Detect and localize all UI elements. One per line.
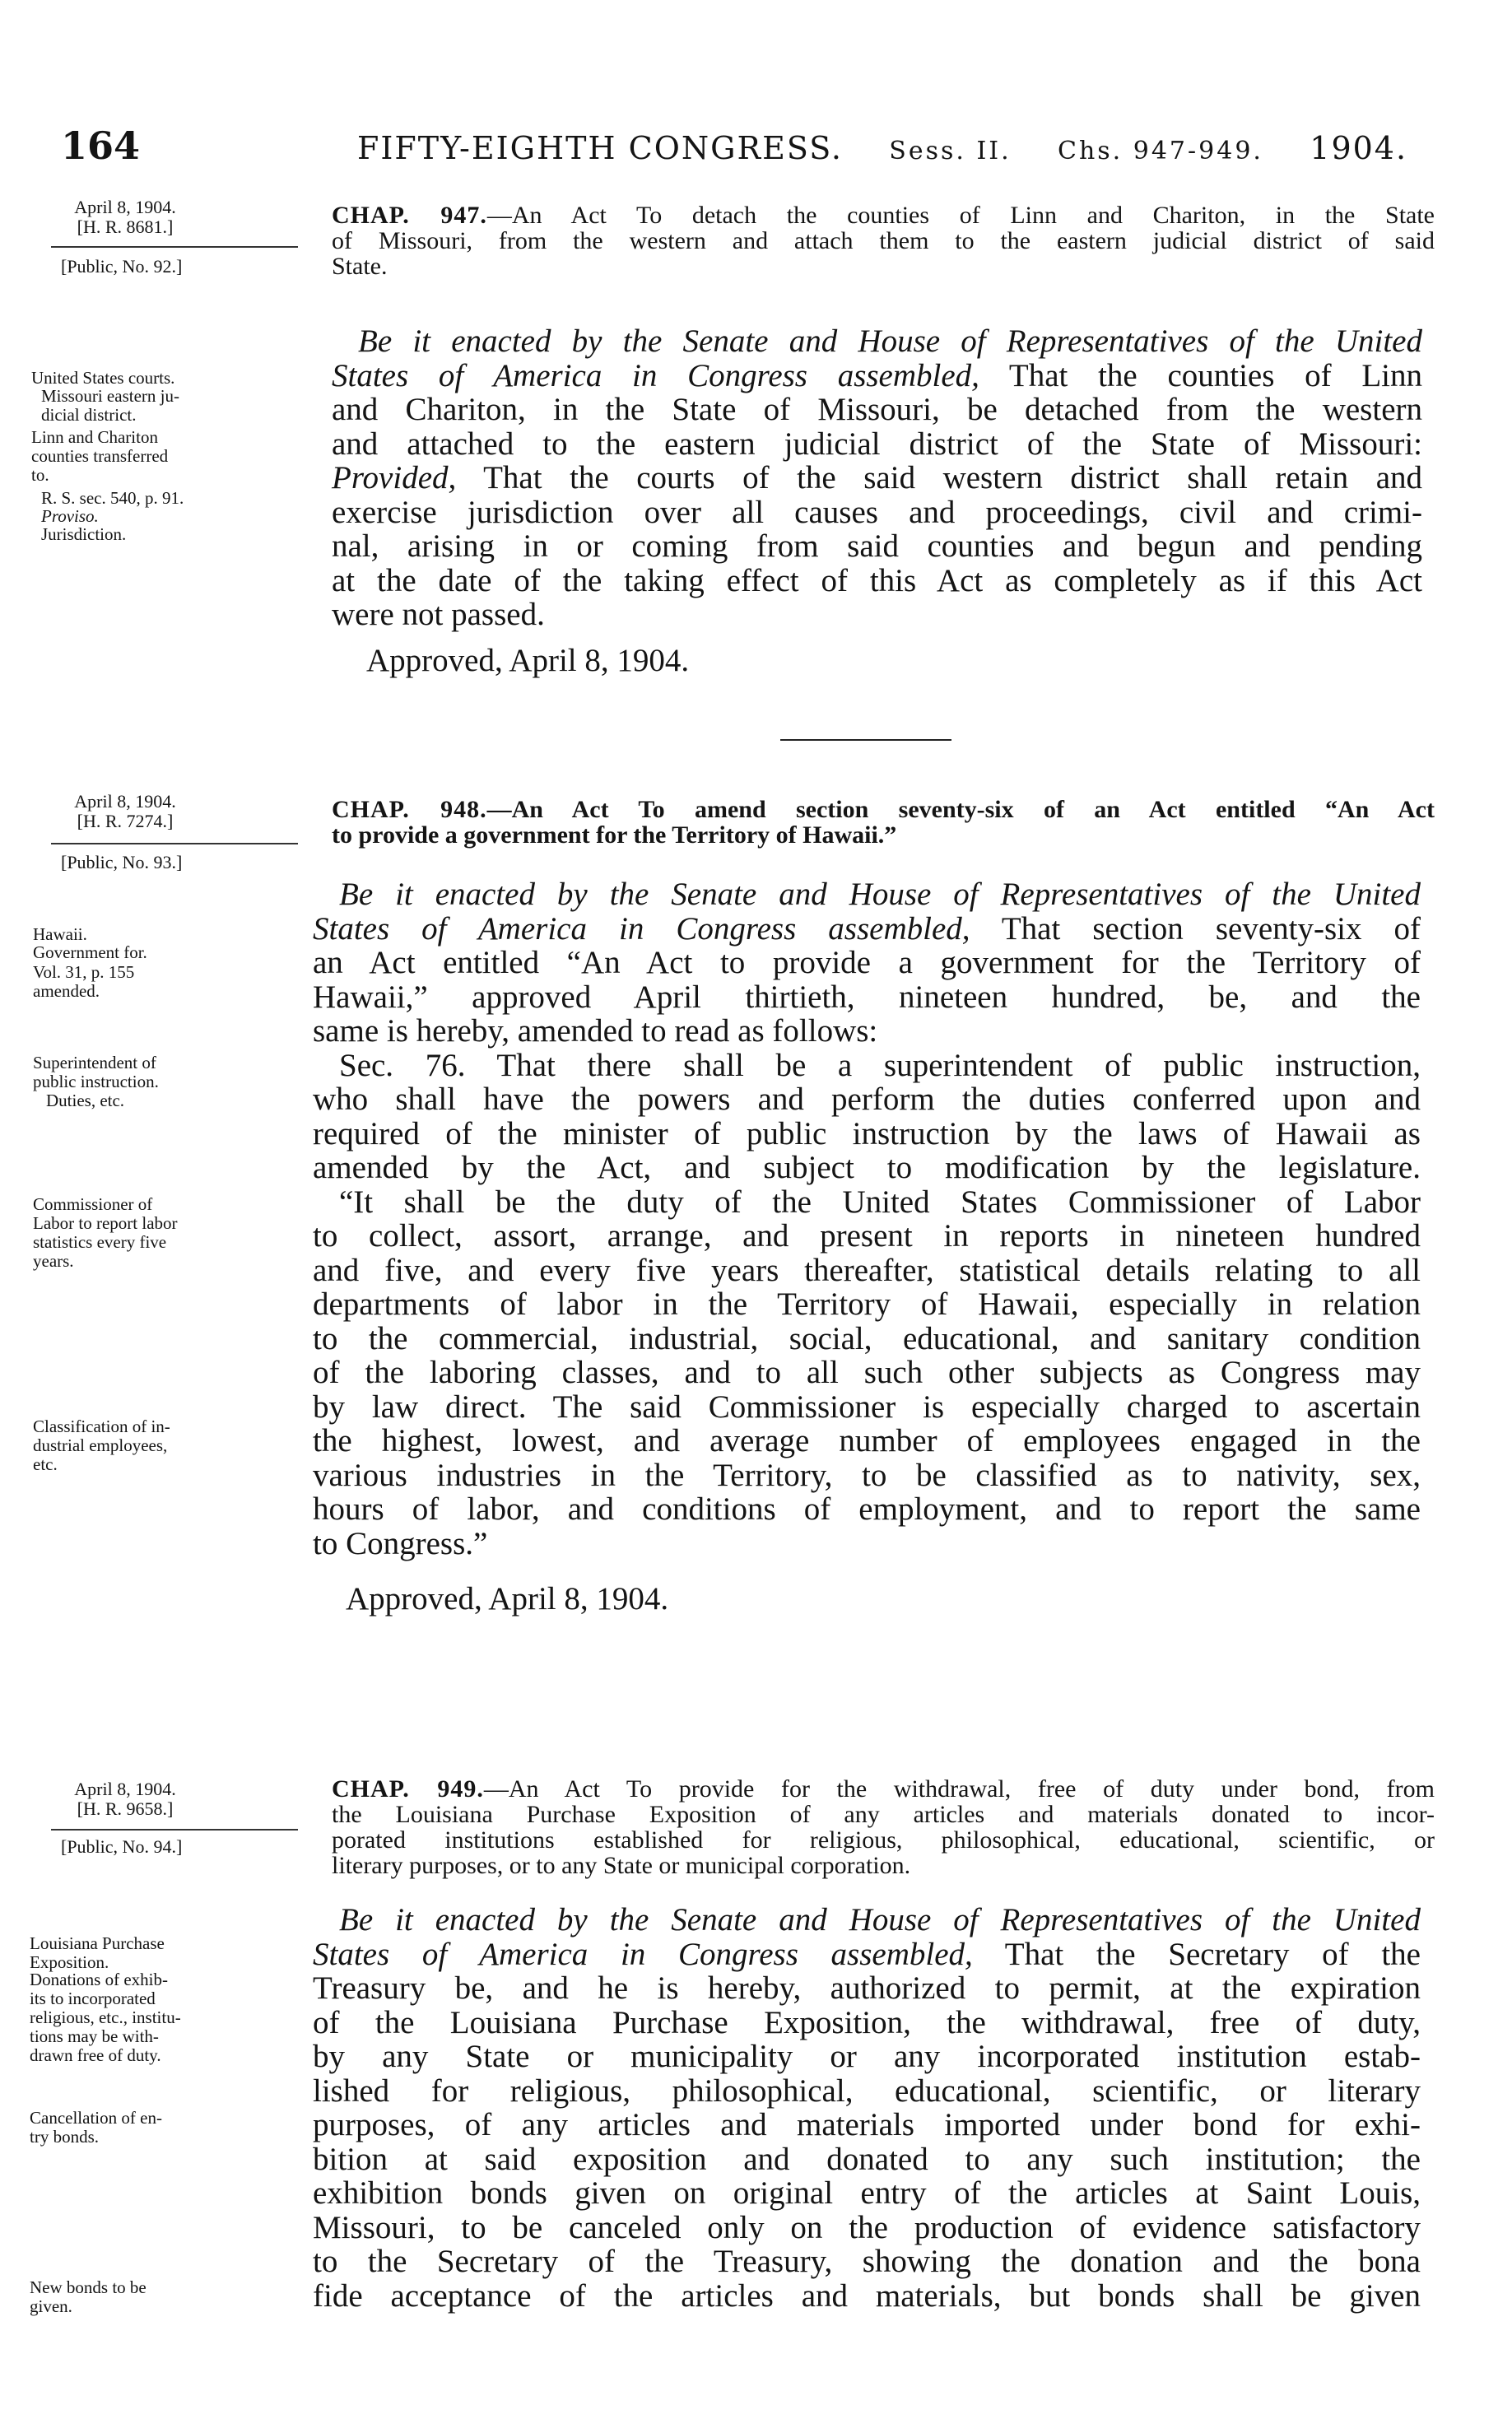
chap948-margin-date [30, 792, 221, 831]
margin-note: R. S. sec. 540, p. 91. [41, 488, 184, 508]
chap947-title: CHAP. 947.—An Act To detach the counties of Linn and Chariton, in the State of Missouri, from the western and attach them to the eastern judicial district of said State. [332, 202, 1435, 280]
chap947-margin-date [30, 198, 221, 237]
chap949-title: CHAP. 949.—An Act To provide for the withdrawal, free of duty under bond, from the Louisiana Purchase Exposition of any articles and materials donated to incor- porated institutions established for religious, philosophical, educational, scientific, or literary purposes, or to any State or municipal corporation. [332, 1775, 1435, 1879]
margin-date: April 8, 1904. [74, 791, 176, 812]
chap949-body: Be it enacted by the Senate and House of Representatives of the United States of America in Congress assembled, That the Secretary of the Treasury be, and he is hereby, authorized to permit, at the expiration of the Louisiana Purchase Exposition, the withdrawal, free of duty, by any State or municipality or any incorporated institution estab- lished for religious, philosophical, educational, scientific, or literary purposes, of any articles and materials imported under bond for exhi- bition at said exposition and donated to any such institution; the exhibition bonds given on original entry of the articles at Saint Louis, Missouri, to be canceled only on the production of evidence satisfactory to the Secretary of the Treasury, showing the donation and the bona fide acceptance of the articles and materials, but bonds shall be given [313, 1902, 1421, 2314]
running-head [357, 130, 1407, 166]
margin-note: Duties, etc. [46, 1091, 125, 1110]
margin-bill: [H. R. 8681.] [77, 216, 174, 237]
margin-date: April 8, 1904. [74, 1779, 176, 1799]
margin-bill: [H. R. 7274.] [77, 811, 174, 831]
chap948-title: CHAP. 948.—An Act To amend section seventy-six of an Act entitled “An Act to provide a government for the Territory of Hawaii.” [332, 796, 1435, 849]
enacting-clause: Be it enacted by the Senate and House of Representatives of the United [339, 877, 1421, 912]
chap949-margin-date [30, 1779, 221, 1819]
margin-note: Linn and Chariton counties transferred to. [31, 427, 169, 485]
margin-note: Proviso. [41, 506, 99, 526]
margin-note: United States courts. [31, 368, 175, 388]
section-divider [780, 739, 951, 741]
congress-label: FIFTY-EIGHTH CONGRESS. [357, 130, 843, 166]
margin-note: Jurisdiction. [41, 524, 127, 544]
approved-line: Approved, April 8, 1904. [366, 643, 690, 678]
chapter-label: CHAP. 947. [332, 202, 487, 229]
enacting-clause: Be it enacted by the Senate and House of Representatives of the United [358, 323, 1422, 359]
margin-note: New bonds to be given. [30, 2277, 147, 2316]
margin-note: Commissioner of Labor to report labor statistics every five years. [33, 1194, 178, 1271]
margin-divider [51, 843, 298, 844]
margin-note: Classification of in- dustrial employees, etc. [33, 1417, 170, 1474]
margin-note: Superintendent of public instruction. [33, 1053, 159, 1091]
margin-divider [51, 1829, 298, 1831]
year-label: 1904. [1310, 130, 1408, 166]
page-number: 164 [61, 123, 141, 168]
margin-divider [51, 246, 298, 248]
margin-note: Missouri eastern ju- dicial district. [41, 386, 179, 425]
chapter-label: CHAP. 948. [332, 796, 487, 823]
chapter-label: CHAP. 949. [332, 1775, 484, 1803]
margin-note: Hawaii. [33, 924, 87, 944]
proviso-word: Provided, [332, 460, 457, 495]
margin-note: Cancellation of en- try bonds. [30, 2108, 162, 2147]
margin-note: Louisiana Purchase Exposition. [30, 1933, 165, 1972]
session-label: Sess. II. [889, 137, 1012, 165]
margin-public-law: [Public, No. 93.] [61, 852, 183, 872]
approved-line: Approved, April 8, 1904. [346, 1581, 669, 1617]
margin-note: Vol. 31, p. 155 amended. [33, 962, 135, 1001]
margin-note: Government for. [33, 942, 147, 962]
chap947-body: Be it enacted by the Senate and House of Representatives of the United States of America in Congress assembled, That the counties of Linn and Chariton, in the State of Missouri, be detached from the western and attached to the eastern judicial district of the State of Missouri: Provided, That the courts of the said western district shall retain and exercise jurisdiction over all causes and proceedings, civil and crimi- nal, arising in or coming from said counties and begun and pending at the date of the taking effect of this Act as completely as if this Act were not passed. [332, 323, 1423, 632]
margin-date: April 8, 1904. [74, 197, 176, 217]
enacting-clause: Be it enacted by the Senate and House of Representatives of the United [339, 1902, 1421, 1938]
margin-bill: [H. R. 9658.] [77, 1798, 174, 1819]
chap948-body: Be it enacted by the Senate and House of Representatives of the United States of America in Congress assembled, That section seventy-six of an Act entitled “An Act to provide a government for the Territory of Hawaii,” approved April thirtieth, nineteen hundred, be, and the same is hereby, amended to read as follows: Sec. 76. That there shall be a superintendent of public instruction, who shall have the powers and perform the duties conferred upon and required of the minister of public instruction by the laws of Hawaii as amended by the Act, and subject to modification by the legislature. “It shall be the duty of the United States Commissioner of Labor to collect, assort, arrange, and present in reports in nineteen hundred and five, and every five years thereafter, statistical details relating to all departments of labor in the Territory of Hawaii, especially in relation to the commercial, industrial, social, educational, and sanitary condition of the laboring classes, and to all such other subjects as Congress may by law direct. The said Commissioner is especially charged to ascertain the highest, lowest, and average number of employees engaged in the various industries in the Territory, to be classified as to nativity, sex, hours of labor, and conditions of employment, and to report the same to Congress.” [313, 877, 1421, 1561]
margin-public-law: [Public, No. 92.] [61, 256, 183, 277]
margin-note: Donations of exhib- its to incorporated religious, etc., institu- tions may be with- drawn free of duty. [30, 1970, 181, 2065]
chapters-label: Chs. 947-949. [1058, 137, 1263, 165]
margin-public-law: [Public, No. 94.] [61, 1836, 183, 1857]
